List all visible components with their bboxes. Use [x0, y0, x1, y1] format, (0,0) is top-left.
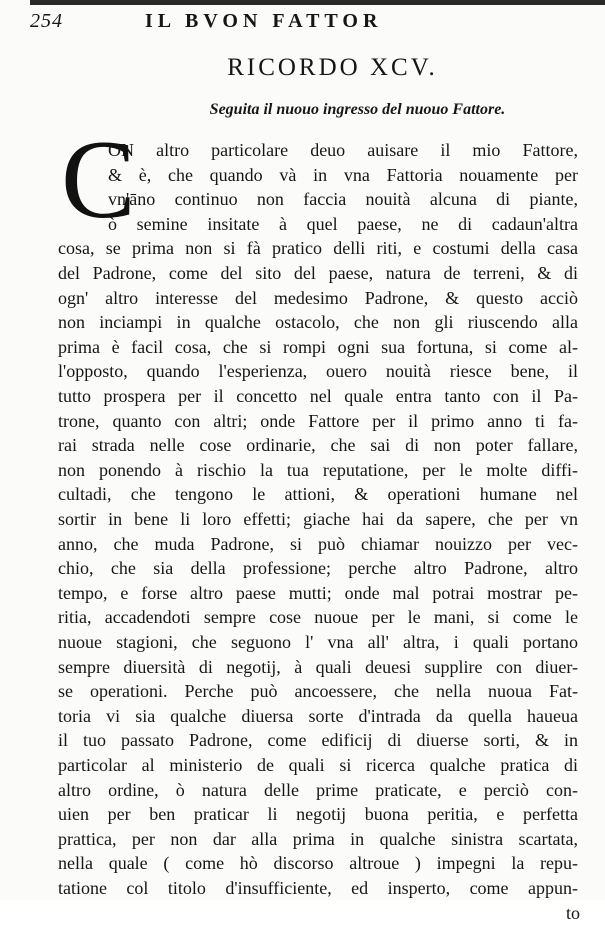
text-line: rai strada nelle cose ordinarie, che sai di non poter fallare,	[58, 435, 578, 456]
text-line: trone, quanto con altri; onde Fattore per il primo anno ti fa-	[58, 410, 578, 431]
text-line: anno, che muda Padrone, si può chiamar nouizzo per vec-	[58, 533, 578, 554]
text-line: tatione col titolo d'insufficiente, ed insperto, come appun-	[58, 878, 578, 898]
text-line: nuoue stagioni, che seguono l' vna all' altra, i quali portano	[58, 632, 578, 652]
text-line: se operationi. Perche può ancoessere, che nella nuoua Fat-	[58, 681, 578, 702]
text-line: uien per ben praticar li negotij buona peritia, e perfetta	[58, 804, 578, 825]
text-line: l'opposto, quando l'esperienza, ouero nouità riesce bene, il	[58, 361, 578, 382]
drop-cap: C	[61, 118, 136, 242]
text-line: cosa, se prima non si fà pratico delli riti, e costumi della casa	[58, 238, 578, 259]
text-line: cultadi, che tengono le attioni, & operationi humane nel	[58, 484, 578, 505]
text-line: vn'āno continuo non faccia nouità alcuna di piante,	[108, 189, 578, 210]
text-line: & è, che quando và in vna Fattoria nouamente per	[108, 164, 578, 185]
text-line: sortir in bene li loro effetti; giache hai da sapere, che per vn	[58, 509, 578, 529]
running-head	[30, 6, 605, 36]
page-number: 254	[30, 10, 63, 32]
chapter-title: RICORDO XCV.	[227, 54, 438, 81]
text-line: il tuo passato Padrone, come edificij di diuerse sorti, & in	[58, 730, 578, 751]
text-line: prima è facil cosa, che si rompi ogni sua fortuna, si come al-	[58, 336, 578, 357]
chapter-subtitle: Seguita il nuouo ingresso del nuouo Fattore.	[209, 101, 506, 118]
text-line: altro ordine, ò natura delle prime praticate, e perciò con-	[58, 779, 578, 800]
text-line: ò semine insitate à quel paese, ne di cadaun'altra	[108, 213, 578, 234]
text-line: sempre diuersità di negotij, à quali deuesi supplire con diuer-	[58, 656, 578, 677]
top-rule	[30, 0, 605, 5]
running-title: IL BVON FATTOR	[145, 10, 383, 32]
text-line: prattica, per non dar alla prima in qualche sinistra scartata,	[58, 828, 578, 849]
text-line: nella quale ( come hò discorso altroue ) impegni la repu-	[58, 853, 578, 874]
text-line: toria vi sia qualche diuersa sorte d'intrada da quella haueua	[58, 705, 578, 726]
text-line: del Padrone, come del sito del paese, natura de terreni, & di	[58, 263, 578, 283]
text-line: ON altro particolare deuo auisare il mio Fattore,	[108, 140, 578, 160]
text-line: ogn' altro interesse del medesimo Padrone, & questo acciò	[58, 287, 578, 308]
text-line: tutto prospera per il concetto nel quale entra tanto con il Pa-	[58, 386, 578, 406]
text-line: particolar al ministerio de quali si ricerca qualche pratica di	[58, 755, 578, 775]
text-line: chio, che sia della professione; perche altro Padrone, altro	[58, 558, 578, 579]
text-line: tempo, e forse altro paese mutti; onde mal potrai mostrar pe-	[58, 582, 578, 603]
text-line: non inciampi in qualche ostacolo, che non gli riuscendo alla	[58, 312, 578, 333]
text-line: non ponendo à rischio la tua reputatione, per le molte diffi-	[58, 459, 578, 480]
text-line: ritia, accadendoti sempre cose nuoue per le mani, si come le	[58, 607, 578, 628]
catchword: to	[565, 902, 580, 923]
